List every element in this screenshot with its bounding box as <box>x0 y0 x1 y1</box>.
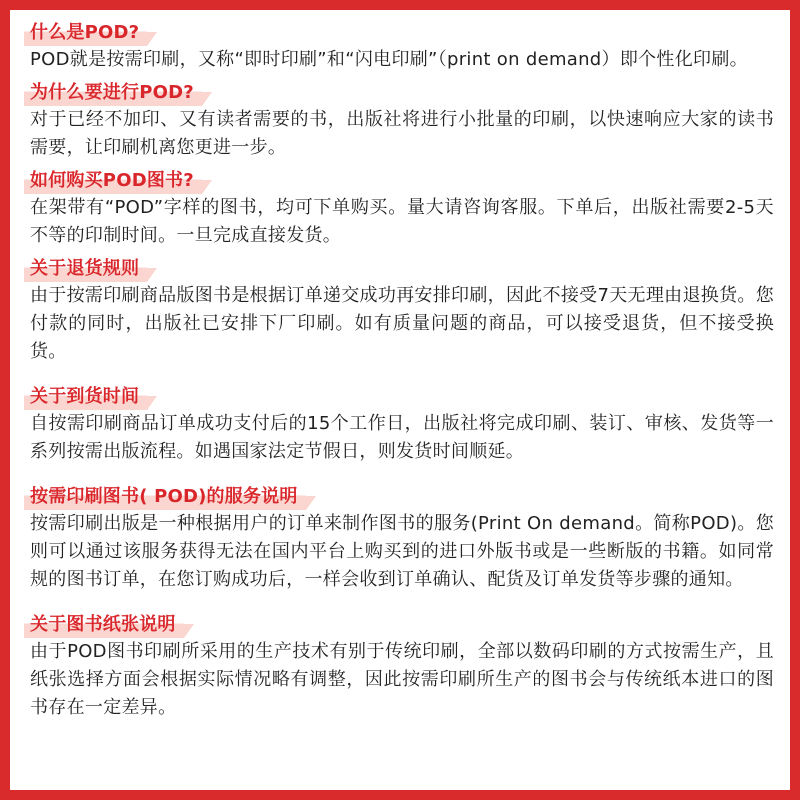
section-delivery-time <box>24 384 774 466</box>
section-body: 由于POD图书印刷所采用的生产技术有别于传统印刷，全部以数码印刷的方式按需生产，且纸张选择方面会根据实际情况略有调整，因此按需印刷所生产的图书会与传统纸本进口的图书存在一定差异。 <box>30 641 774 718</box>
section-paper-description <box>24 612 774 722</box>
section-what-is-pod <box>24 20 774 74</box>
section-heading: 关于图书纸张说明 <box>24 612 184 638</box>
section-heading: 关于到货时间 <box>24 384 147 410</box>
section-how-to-buy <box>24 168 774 250</box>
section-service-description <box>24 484 774 594</box>
section-heading: 按需印刷图书( POD)的服务说明 <box>24 484 306 510</box>
section-heading: 什么是POD? <box>24 20 147 46</box>
section-body: 按需印刷出版是一种根据用户的订单来制作图书的服务(Print On demand。简称POD)。您则可以通过该服务获得无法在国内平台上购买到的进口外版书或是一些断版的书籍。如同常规的图书订单，在您订购成功后，一样会收到订单确认、配货及订单发货等步骤的通知。 <box>30 513 774 590</box>
section-heading: 如何购买POD图书? <box>24 168 202 194</box>
section-why-pod <box>24 80 774 162</box>
section-body: 由于按需印刷商品版图书是根据订单递交成功再安排印刷，因此不接受7天无理由退换货。您付款的同时，出版社已安排下厂印刷。如有质量问题的商品，可以接受退货，但不接受换货。 <box>30 285 774 362</box>
section-body: 对于已经不加印、又有读者需要的书，出版社将进行小批量的印刷，以快速响应大家的读书需要，让印刷机离您更进一步。 <box>30 109 774 158</box>
section-body: 自按需印刷商品订单成功支付后的15个工作日，出版社将完成印刷、装订、审核、发货等一系列按需出版流程。如遇国家法定节假日，则发货时间顺延。 <box>30 413 774 462</box>
section-body: 在架带有“POD”字样的图书，均可下单购买。量大请咨询客服。下单后，出版社需要2-5天不等的印制时间。一旦完成直接发货。 <box>30 197 774 246</box>
section-heading: 关于退货规则 <box>24 256 147 282</box>
section-heading: 为什么要进行POD? <box>24 80 202 106</box>
section-return-policy <box>24 256 774 366</box>
pod-info-card <box>10 10 790 790</box>
section-body: POD就是按需印刷，又称“即时印刷”和“闪电印刷”（print on demand）即个性化印刷。 <box>30 49 748 70</box>
